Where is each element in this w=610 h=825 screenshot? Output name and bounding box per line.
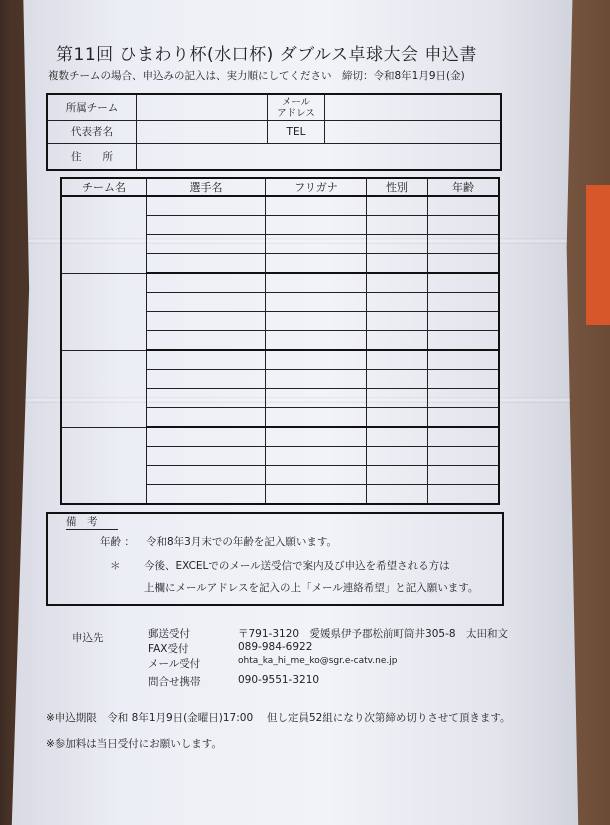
postal-label: 郵送受付 [148, 628, 190, 640]
age-cell[interactable] [428, 427, 500, 447]
gender-cell[interactable] [367, 196, 428, 216]
address-field[interactable] [137, 143, 502, 170]
furigana-cell[interactable] [266, 312, 367, 331]
age-cell[interactable] [428, 370, 500, 389]
fax-label: FAX受付 [148, 643, 189, 655]
mail-label-line2: アドレス [277, 107, 315, 119]
player-cell[interactable] [147, 427, 266, 447]
mail-receipt-label: メール受付 [148, 658, 201, 670]
furigana-cell[interactable] [266, 196, 367, 216]
phone-label: 問合せ携帯 [148, 676, 201, 688]
phone-value: 090-9551-3210 [238, 674, 320, 686]
gender-cell[interactable] [367, 427, 428, 447]
fax-value: 089-984-6922 [238, 641, 313, 653]
gender-cell[interactable] [367, 447, 428, 466]
player-cell[interactable] [147, 485, 266, 505]
age-cell[interactable] [428, 312, 500, 331]
entry-table [60, 177, 500, 505]
team-label: 所属チーム [47, 94, 137, 121]
team-cell[interactable] [61, 273, 147, 350]
tel-field[interactable] [325, 121, 502, 144]
team-cell[interactable] [61, 350, 147, 427]
gender-cell[interactable] [367, 408, 428, 428]
address-label: 住 所 [47, 143, 137, 170]
team-cell[interactable] [61, 196, 147, 273]
player-cell[interactable] [147, 389, 266, 408]
age-cell[interactable] [428, 216, 500, 235]
player-cell[interactable] [147, 273, 266, 293]
gender-cell[interactable] [367, 370, 428, 389]
age-cell[interactable] [428, 293, 500, 312]
furigana-cell[interactable] [266, 370, 367, 389]
gender-cell[interactable] [367, 389, 428, 408]
age-cell[interactable] [428, 447, 500, 466]
furigana-cell[interactable] [266, 427, 367, 447]
header-gender: 性別 [367, 178, 428, 196]
furigana-cell[interactable] [266, 293, 367, 312]
mail-receipt-value: ohta_ka_hi_me_ko@sgr.e-catv.ne.jp [238, 656, 398, 666]
header-team: チーム名 [61, 178, 147, 196]
furigana-cell[interactable] [266, 273, 367, 293]
age-cell[interactable] [428, 466, 500, 485]
age-cell[interactable] [428, 273, 500, 293]
header-age: 年齢 [428, 178, 500, 196]
mail-field[interactable] [325, 94, 502, 121]
player-cell[interactable] [147, 447, 266, 466]
age-note-text: 令和8年3月末での年齢を記入願います。 [146, 536, 338, 548]
age-cell[interactable] [428, 331, 500, 351]
gender-cell[interactable] [367, 331, 428, 351]
star-mark: ＊ [110, 560, 121, 572]
player-cell[interactable] [147, 216, 266, 235]
tel-label: TEL [268, 121, 325, 144]
furigana-cell[interactable] [266, 254, 367, 274]
age-cell[interactable] [428, 196, 500, 216]
gender-cell[interactable] [367, 485, 428, 505]
applicant-info-table [46, 93, 502, 171]
orange-object [586, 185, 610, 325]
furigana-cell[interactable] [266, 350, 367, 370]
age-cell[interactable] [428, 408, 500, 428]
gender-cell[interactable] [367, 216, 428, 235]
player-cell[interactable] [147, 196, 266, 216]
mail-note-line2: 上欄にメールアドレスを記入の上「メール連絡希望」と記入願います。 [144, 582, 479, 594]
furigana-cell[interactable] [266, 466, 367, 485]
age-cell[interactable] [428, 254, 500, 274]
furigana-cell[interactable] [266, 216, 367, 235]
player-cell[interactable] [147, 350, 266, 370]
mail-label-line1: メール [281, 96, 311, 108]
rep-field[interactable] [137, 121, 268, 144]
form-subtitle: 複数チームの場合、申込みの記入は、実力順にしてください 締切：令和8年1月9日(金) [48, 70, 465, 82]
furigana-cell[interactable] [266, 331, 367, 351]
deadline-note: ※申込期限 令和 8年1月9日(金曜日)17:00 但し定員52組になり次第締め切りさせて頂きます。 [46, 712, 511, 724]
gender-cell[interactable] [367, 350, 428, 370]
contact-label: 申込先 [72, 632, 104, 644]
player-cell[interactable] [147, 235, 266, 254]
furigana-cell[interactable] [266, 235, 367, 254]
fee-note: ※参加料は当日受付にお願いします。 [46, 738, 222, 750]
header-furigana: フリガナ [266, 178, 367, 196]
player-cell[interactable] [147, 370, 266, 389]
age-cell[interactable] [428, 485, 500, 505]
header-player: 選手名 [147, 178, 266, 196]
gender-cell[interactable] [367, 466, 428, 485]
furigana-cell[interactable] [266, 485, 367, 505]
gender-cell[interactable] [367, 254, 428, 274]
team-cell[interactable] [61, 427, 147, 504]
form-title: 第11回 ひまわり杯(水口杯) ダブルス卓球大会 申込書 [56, 45, 477, 65]
player-cell[interactable] [147, 254, 266, 274]
mail-label [268, 94, 325, 121]
postal-value: 〒791-3120 愛媛県伊予郡松前町筒井305-8 太田和文 [238, 628, 509, 640]
player-cell[interactable] [147, 293, 266, 312]
gender-cell[interactable] [367, 235, 428, 254]
age-cell[interactable] [428, 389, 500, 408]
remarks-box [46, 512, 504, 606]
furigana-cell[interactable] [266, 389, 367, 408]
remarks-label: 備 考 [66, 514, 118, 530]
gender-cell[interactable] [367, 293, 428, 312]
player-cell[interactable] [147, 331, 266, 351]
age-cell[interactable] [428, 235, 500, 254]
gender-cell[interactable] [367, 273, 428, 293]
furigana-cell[interactable] [266, 447, 367, 466]
furigana-cell[interactable] [266, 408, 367, 428]
player-cell[interactable] [147, 408, 266, 428]
age-note-label: 年齢 ： [100, 536, 135, 548]
mail-note-line1: 今後、EXCELでのメール送受信で案内及び申込を希望される方は [144, 560, 450, 572]
player-cell[interactable] [147, 466, 266, 485]
team-field[interactable] [137, 94, 268, 121]
player-cell[interactable] [147, 312, 266, 331]
age-cell[interactable] [428, 350, 500, 370]
rep-label: 代表者名 [47, 121, 137, 144]
gender-cell[interactable] [367, 312, 428, 331]
